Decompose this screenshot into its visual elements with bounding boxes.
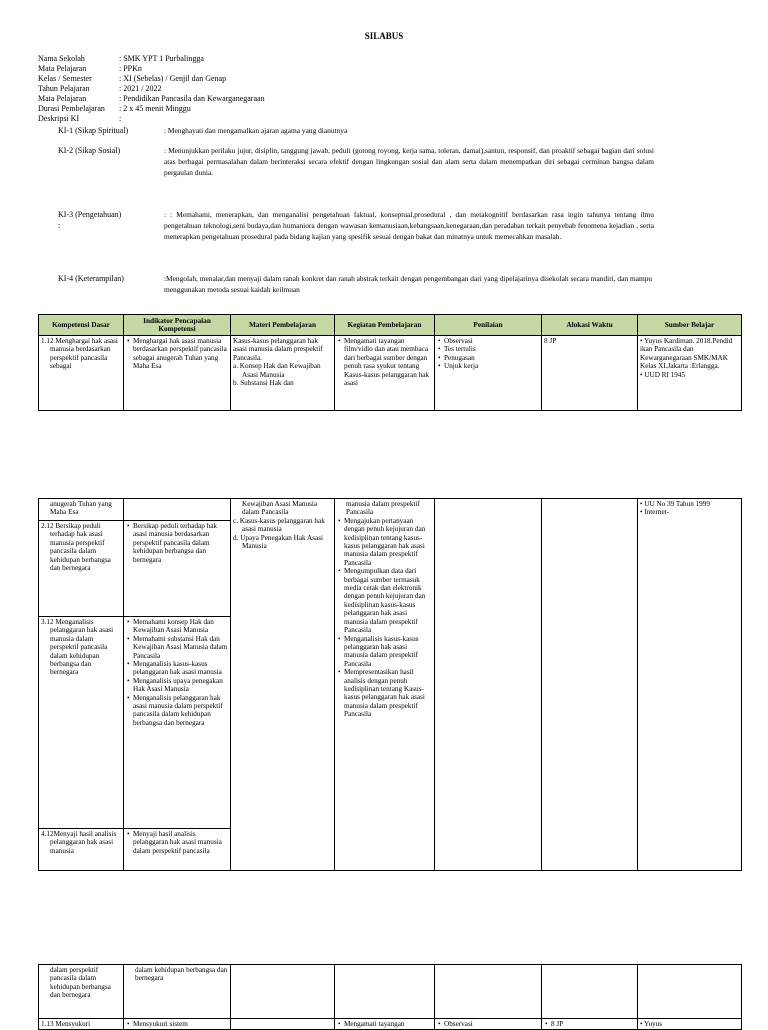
- materi-cell: [231, 336, 335, 411]
- sumber-item: • UU No 39 Tahun 1999: [640, 500, 710, 508]
- kd-cell: [39, 336, 124, 411]
- table-row: [39, 1019, 742, 1030]
- info-label: Nama Sekolah: [38, 54, 85, 63]
- materi-item: a. Konsep Hak dan Kewajiban Asasi Manusia: [233, 362, 321, 379]
- indikator-item: • Menyaji hasil analisis pelanggaran hak asasi manusia dalam perspektif pancasila: [126, 830, 228, 855]
- syllabus-table-page3: [38, 964, 742, 1030]
- kegiatan-item: • Mengamati tayangan film/vidio dan atau membaca dari berbagai sumber dengan penuh rasa syukur tentang Kasus-kasus pelanggaran hak asasi: [337, 337, 432, 387]
- info-label: Tahun Pelajaran: [38, 84, 90, 93]
- kegiatan-item: • Mempresentasikan hasil analisis dengan penuh kedisiplinan tentang Kasus-kasus pelanggaran hak asasi manusia dalam prespektif Pancasila: [337, 668, 432, 718]
- document-title: SILABUS: [364, 31, 404, 41]
- info-row: [38, 74, 265, 84]
- indikator-item: • Memahami konsep Hak dan Kewajiban Asasi Manusia: [126, 618, 228, 635]
- kegiatan-item: • Mengajukan pertanyaan dengan penuh kejujuran dan kedisiplinan tentang kasus-kasus pelanggaran hak asasi manusia dalam prespektif Pancasila: [337, 517, 432, 567]
- header-alokasi: Alokasi Waktu: [542, 315, 638, 336]
- alokasi-value: 8 JP: [544, 337, 557, 345]
- kd-text: anugerah Tuhan yang Maha Esa: [50, 500, 112, 517]
- kegiatan-continuation: manusia dalam prespektif Pancasila: [346, 500, 420, 517]
- identity-block: [38, 54, 265, 124]
- ki3-label: KI-3 (Pengetahuan): [58, 210, 122, 219]
- info-row: [38, 104, 265, 114]
- penilaian-cell: [435, 336, 542, 411]
- indikator-item: • Menganalisis kasus-kasus pelanggaran hak asasi manusia: [126, 660, 228, 677]
- indikator-cell: [124, 336, 231, 411]
- kegiatan-cell: [335, 336, 435, 411]
- penilaian-item: • Tes tertulis: [437, 345, 539, 353]
- indikator-item: • Memahami substansi Hak dan Kewajiban Asasi Manusia dalam Pancasila: [126, 635, 228, 660]
- info-value: : XI (Sebelas) / Genjil dan Genap: [119, 74, 227, 83]
- penilaian-cell: [435, 965, 542, 1019]
- alokasi-value: • 8 JP: [544, 1020, 635, 1028]
- materi-continuation: Kewajiban Asasi Manusia dalam Pancasila: [242, 500, 318, 517]
- sumber-item: • Yuyus: [640, 1020, 663, 1028]
- indikator-item: • Menghargai hak asasi manusia berdasarkan perspektif pancasila sebagai anugerah Tuhan yang Maha Esa: [126, 337, 228, 371]
- penilaian-cell: [435, 1019, 542, 1030]
- indikator-item: • Menganalisis upaya penegakan Hak Asasi Manusia: [126, 677, 228, 694]
- materi-cell: [231, 499, 335, 871]
- kd-cell: [39, 829, 124, 871]
- ki3-text: : : Memahami, menerapkan, dan menganalisi pengetahuan faktual, konseptual,prosedural , dan metakognitif berdasarkan rasa ingin tahunya tentang ilmu pengetahuan teknologi,seni budaya,dan humaniora dengan wawasan kemanusiaan,kebangsaan,kenegaraan,dan peradaban terkait penyebab fenomena kejadian , serta menerapkan pengetahuan prosedural pada bidang kajian yang spesifik sesuai dengan bakat dan minatnya untuk memecahkan masalah.: [164, 210, 654, 241]
- info-row: [38, 94, 265, 104]
- kd-cell: [39, 1019, 124, 1030]
- penilaian-item: • Penugasan: [437, 354, 539, 362]
- penilaian-item: • Observasi: [437, 337, 539, 345]
- kd-text: 1.13 Mensyukuri: [41, 1020, 91, 1028]
- kd-text: 3.12 Menganalisis pelanggaran hak asasi manusia dalam perspektif pancasila dalam kehidupan berbangsa dan bernegara: [41, 618, 114, 677]
- indikator-item: • Mensyukuri sistem: [126, 1020, 228, 1028]
- info-value: : Pendidikan Pancasila dan Kewarganegaraan: [119, 94, 265, 103]
- kd-cell: [39, 965, 124, 1019]
- alokasi-cell: [542, 336, 638, 411]
- penilaian-item: • Observasi: [437, 1020, 539, 1028]
- info-value: : 2021 / 2022: [119, 84, 162, 93]
- header-indikator: Indikator Pencapaian Kompetensi: [124, 315, 231, 336]
- table-row: [39, 965, 742, 1019]
- sumber-item: • Yuyus Kardiman. 2018.Pendid ikan Pancasila dan Kewarganegaraan SMK/MAK Kelas XI.Jakarta :Erlangga.: [640, 337, 733, 371]
- kegiatan-item: • Menganalisis kasus-kasus pelanggaran hak asasi manusia dalam prespektif Pancasila: [337, 635, 432, 669]
- indikator-item: • Menganalisis pelanggaran hak asasi manusia dalam perspektif pancasila dalam kehidupan berbangsa dan bernegara: [126, 694, 228, 728]
- info-value: : SMK YPT 1 Purbalingga: [119, 54, 204, 63]
- ki1-label: KI-1 (Sikap Spiritual): [58, 126, 129, 135]
- sumber-item: • Internet-: [640, 508, 670, 517]
- kd-text: 4.12Menyaji hasil analisis pelanggaran hak asasi manusia: [41, 830, 117, 855]
- info-label: Kelas / Semester: [38, 74, 92, 83]
- materi-item: b. Substansi Hak dan: [233, 379, 294, 388]
- materi-item: c. Kasus-kasus pelanggaran hak asasi manusia: [233, 516, 325, 534]
- penilaian-item: • Unjuk kerja: [437, 362, 539, 370]
- info-row: [38, 114, 265, 124]
- kd-cell: [39, 617, 124, 829]
- materi-intro: Kasus-kasus pelanggaran hak asasi manusia dalam prespektif Pancasila.: [233, 337, 323, 362]
- header-penilaian: Penilaian: [435, 315, 542, 336]
- indikator-cell: [124, 1019, 231, 1030]
- table-row: [39, 336, 742, 411]
- header-row: [39, 315, 742, 336]
- indikator-cell: [124, 521, 231, 617]
- kegiatan-cell: [335, 1019, 435, 1030]
- kd-text: dalam perspektif pancasila dalam kehidupan berbangsa dan bernegara: [50, 966, 111, 1000]
- ki4-text: :Mengolah, menalar,dan menyaji dalam ranah konkret dan ranah abstrak terkait dengan pengembangan dari yang dipelajarinya disekolah secara mandiri, dan mampu menggunakan metoda sesuai kaidah keilmuan: [164, 274, 653, 294]
- alokasi-cell: [542, 1019, 638, 1030]
- info-value: :: [119, 114, 122, 123]
- info-label: Mata Pelajaran: [38, 64, 87, 73]
- header-kegiatan: Kegiatan Pembelajaran: [335, 315, 435, 336]
- kegiatan-item: • Mengamati tayangan: [337, 1020, 432, 1028]
- header-materi: Materi Pembelajaran: [231, 315, 335, 336]
- ki2-label: KI-2 (Sikap Sosial): [58, 146, 121, 155]
- kegiatan-item: • Mengumpulkan data dari berbagai sumber termasuk media cetak dan elektronik dengan penuh kejujuran dan kedisiplinan kasus-kasus pelanggaran hak asasi manusia dalam prespektif Pancasila: [337, 567, 432, 634]
- table-row: [39, 499, 742, 521]
- sumber-cell: [638, 336, 742, 411]
- kd-text: 2.12 Bersikap peduli terhadap hak asasi manusia perspektif pancasila dalam kehidupan berbangsa dan bernegara: [41, 522, 111, 573]
- materi-item: d. Upaya Penegakan Hak Asasi Manusia: [233, 533, 324, 551]
- indikator-cell: [124, 829, 231, 871]
- sumber-cell: [638, 1019, 742, 1030]
- kd-text: 1.12 Menghargai hak asasi manusia berdasarkan perspektif pancasila sebagai: [41, 337, 118, 371]
- info-value: : 2 x 45 menit Minggu: [119, 104, 191, 113]
- kd-cell: [39, 521, 124, 617]
- info-value: : PPKn: [119, 64, 142, 73]
- info-row: [38, 84, 265, 94]
- info-row: [38, 64, 265, 74]
- alokasi-cell: [542, 965, 638, 1019]
- sumber-item: • UUD RI 1945: [640, 370, 686, 379]
- indikator-item: • Bersikap peduli terhadap hak asasi manusia berdasarkan perspektif pancasila dalam kehidupan berbangsa dan bernegara: [126, 522, 228, 564]
- header-kompetensi-dasar: Kompetensi Dasar: [39, 315, 124, 336]
- penilaian-cell: [435, 499, 542, 871]
- indikator-cell: [124, 965, 231, 1019]
- indikator-cell: [124, 499, 231, 521]
- ki1-text: : Menghayati dan mengamalkan ajaran agama yang dianutnya: [164, 126, 348, 135]
- info-label: Durasi Pembelajaran: [38, 104, 105, 113]
- ki4-label: KI-4 (Keterampilan): [58, 274, 124, 283]
- materi-cell: [231, 1019, 335, 1030]
- ki2-text: : Menunjukkan perilaku jujur, disiplin, tanggung jawab, peduli (gotong royong, kerja sama, toleran, damai),santun, responsif, dan proaktif sebagai bagian dari solusi atas berbagai permasalahan dalam berinteraksi secara efektif dengan lingkungan sosial dan alam serta dalam menempatkan diri sebagai cerminan bangsa dalam pergaulan dunia.: [164, 146, 654, 177]
- kd-cell: [39, 499, 124, 521]
- kegiatan-cell: [335, 499, 435, 871]
- materi-cell: [231, 965, 335, 1019]
- sumber-cell: [638, 965, 742, 1019]
- syllabus-table-page1: [38, 314, 742, 411]
- syllabus-table-page2: [38, 498, 742, 871]
- kegiatan-cell: [335, 965, 435, 1019]
- sumber-cell: [638, 499, 742, 871]
- indikator-cell: [124, 617, 231, 829]
- info-row: [38, 54, 265, 64]
- ki3-colon: :: [58, 221, 61, 230]
- info-label: Deskripsi KI: [38, 114, 80, 123]
- info-label: Mata Pelajaran: [38, 94, 87, 103]
- indikator-text: dalam kehidupan berbangsa dan bernegara: [135, 966, 228, 983]
- alokasi-cell: [542, 499, 638, 871]
- header-sumber: Sumber Belajar: [638, 315, 742, 336]
